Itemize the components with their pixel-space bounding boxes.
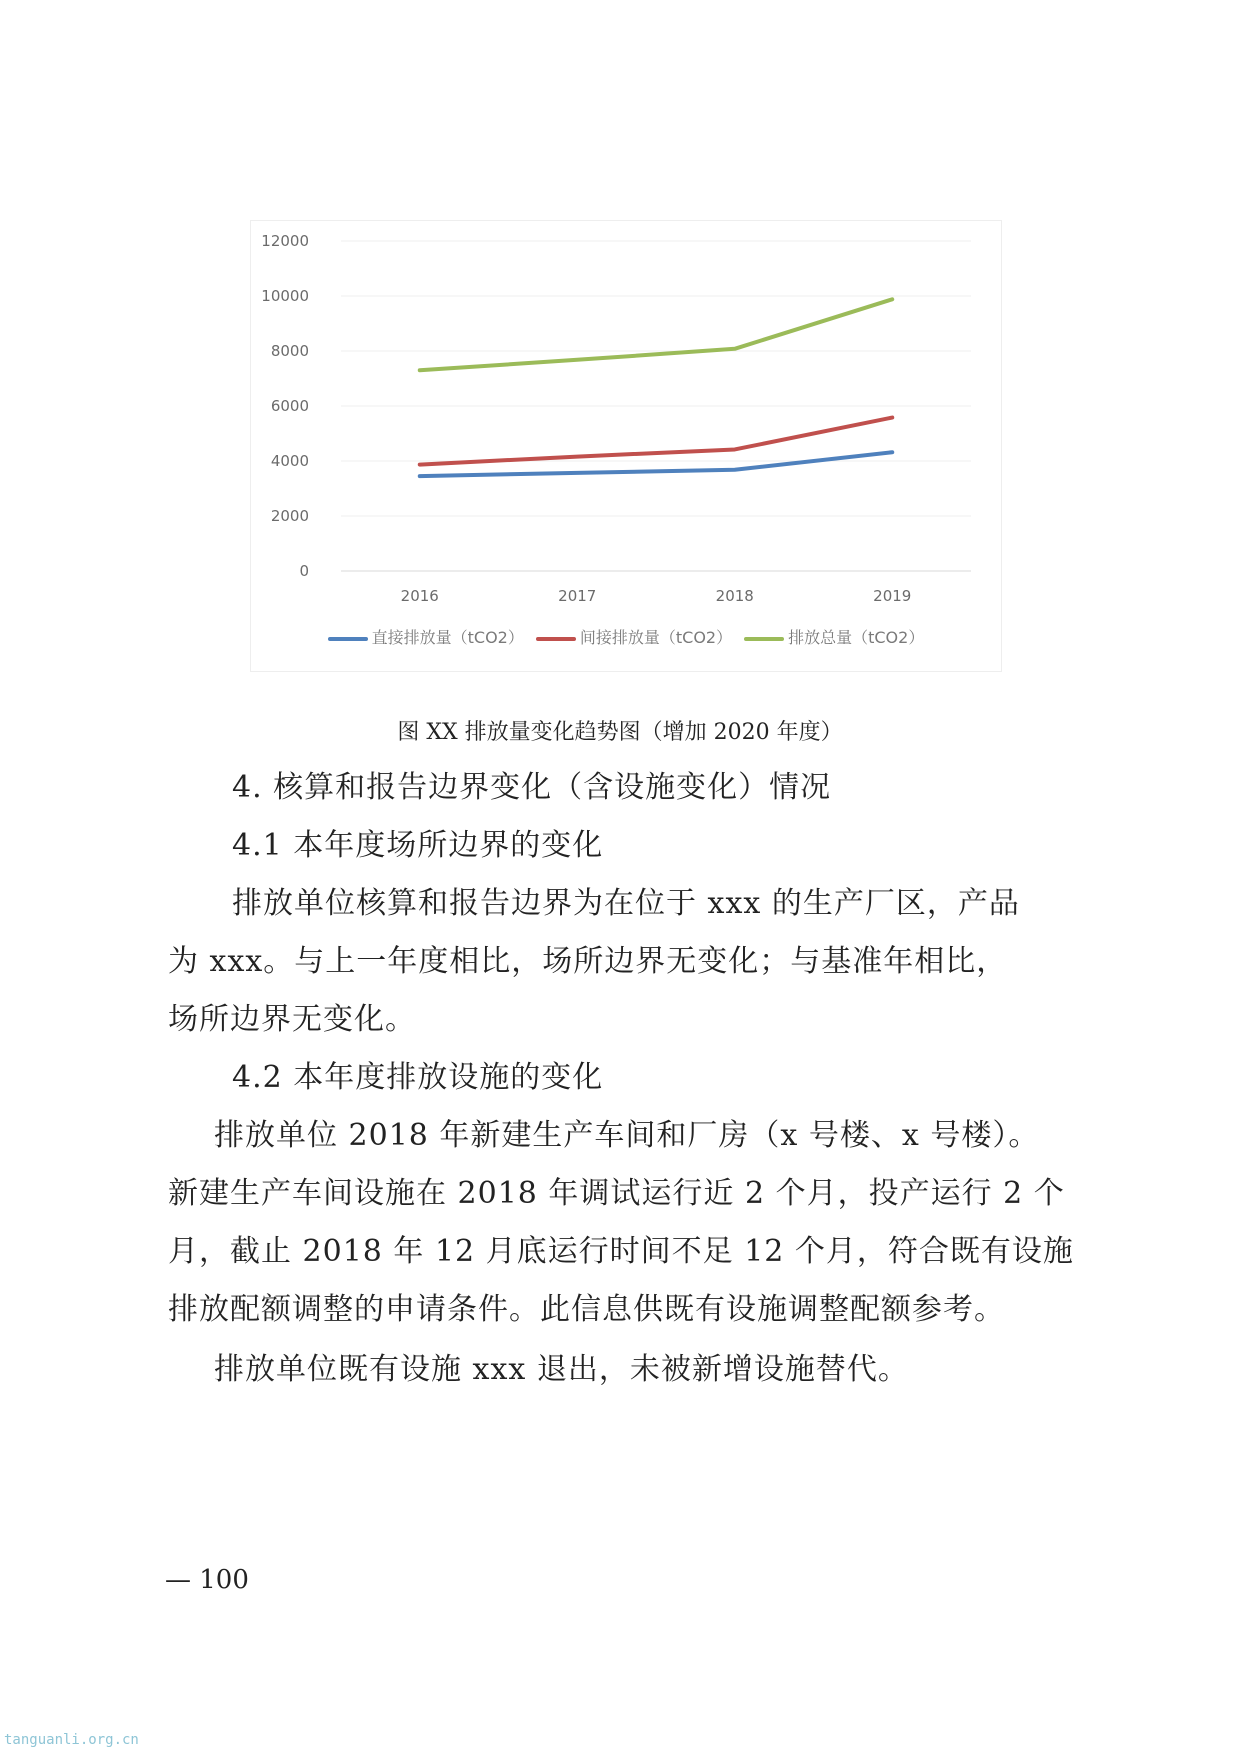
y-tick-label: 12000 [261,232,309,250]
legend-label: 排放总量（tCO2） [788,628,925,647]
y-tick-label: 4000 [270,452,309,470]
series-line-2 [420,418,893,465]
section-heading-4: 4. 核算和报告边界变化（含设施变化）情况 [232,770,832,805]
y-tick-label: 6000 [270,397,309,415]
paragraph-line: 为 xxx。与上一年度相比，场所边界无变化；与基准年相比， [168,944,1008,979]
section-heading-4-2: 4.2 本年度排放设施的变化 [232,1060,604,1095]
y-tick-label: 10000 [261,287,309,305]
legend-swatch [744,637,784,641]
legend-item-1 [328,625,524,648]
paragraph-line: 排放单位既有设施 xxx 退出，未被新增设施替代。 [214,1352,909,1387]
series-line-1 [420,452,893,476]
legend-label: 间接排放量（tCO2） [579,628,733,647]
page-number: — 100 [165,1565,249,1595]
legend-swatch [328,637,368,641]
legend-item-2 [536,625,732,648]
x-tick-label: 2018 [715,587,754,605]
x-tick-label: 2019 [873,587,912,605]
legend-item-3 [744,625,924,648]
paragraph-line: 场所边界无变化。 [168,1002,416,1037]
y-tick-label: 8000 [270,342,309,360]
x-tick-label: 2017 [558,587,597,605]
y-tick-label: 2000 [270,507,309,525]
section-heading-4-1: 4.1 本年度场所边界的变化 [232,828,604,863]
paragraph-line: 排放单位核算和报告边界为在位于 xxx 的生产厂区，产品 [232,886,1020,921]
figure-caption: 图 XX 排放量变化趋势图（增加 2020 年度） [397,720,843,745]
watermark: tanguanli.org.cn [4,1732,139,1748]
chart-legend [251,625,1001,648]
chart-canvas [251,221,1001,671]
legend-label: 直接排放量（tCO2） [371,628,524,647]
x-tick-label: 2016 [400,587,439,605]
emission-trend-chart [250,220,1002,672]
legend-swatch [536,637,576,641]
series-line-3 [420,299,893,370]
y-tick-label: 0 [299,562,309,580]
paragraph-line: 排放单位 2018 年新建生产车间和厂房（x 号楼、x 号楼）。 [214,1118,1040,1153]
paragraph-line: 新建生产车间设施在 2018 年调试运行近 2 个月，投产运行 2 个 [168,1176,1065,1211]
paragraph-line: 月，截止 2018 年 12 月底运行时间不足 12 个月，符合既有设施 [168,1234,1074,1269]
paragraph-line: 排放配额调整的申请条件。此信息供既有设施调整配额参考。 [168,1292,1005,1327]
